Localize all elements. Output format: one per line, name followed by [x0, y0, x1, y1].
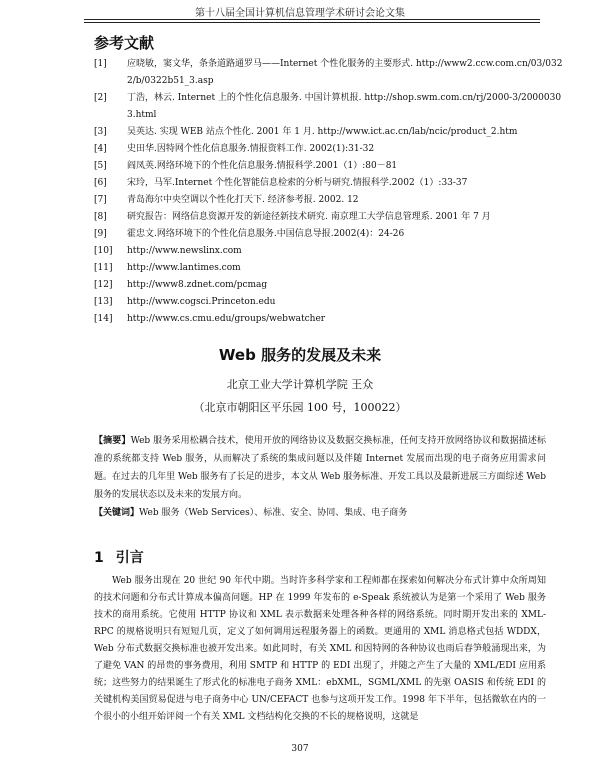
reference-text: 丁浩，林云. Internet 上的个性化信息服务. 中国计算机报. http://shop.swm.com.cn/rj/2000-3/20000303.html — [127, 93, 562, 120]
reference-text: 阎凤英.网络环境下的个性化信息服务.情报科学.2001（1）:80－81 — [127, 161, 398, 171]
abstract-text: Web 服务采用松耦合技术，使用开放的网络协议及数据交换标准，任何支持开放网络协议和数据描述标准的系统都支持 Web 服务，从而解决了系统的集成问题以及伴随 Internet 发展而出现的电子商务应用需求问题。在过去的几年里 Web 服务有了长足的进步，本文从 Web 服务标准、开发工具以及最新进展三方面综述 Web 服务的发展状态以及未来的发展方向。 — [94, 436, 546, 500]
reference-number: [6] — [94, 178, 107, 188]
reference-item — [94, 158, 564, 175]
author-affiliation: 北京工业大学计算机学院 王众 — [226, 378, 374, 391]
running-header: 第十八届全国计算机信息管理学术研讨会论文集 — [195, 8, 405, 19]
section-title: 引言 — [115, 550, 144, 566]
reference-text: 霍忠文.网络环境下的个性化信息服务.中国信息导报.2002(4)：24-26 — [127, 229, 405, 239]
reference-number: [9] — [94, 229, 107, 239]
reference-number: [3] — [94, 127, 107, 137]
reference-item — [94, 56, 564, 90]
reference-item — [94, 175, 564, 192]
reference-item — [94, 260, 564, 277]
reference-item — [94, 277, 564, 294]
reference-item — [94, 90, 564, 124]
reference-item — [94, 311, 564, 328]
header-rule — [84, 19, 540, 20]
keywords-paragraph — [94, 504, 546, 522]
reference-item — [94, 124, 564, 141]
abstract-label: 【摘要】 — [94, 436, 131, 446]
reference-text: http://www.newslinx.com — [127, 246, 242, 256]
reference-text: http://www.cogsci.Princeton.edu — [127, 297, 276, 307]
abstract-block — [94, 432, 546, 522]
section-heading — [94, 547, 144, 567]
reference-text: http://www8.zdnet.com/pcmag — [127, 280, 268, 290]
reference-number: [8] — [94, 212, 107, 222]
reference-text: 史田华.因特网个性化信息服务.情报资料工作. 2002(1):31-32 — [127, 144, 375, 154]
reference-number: [5] — [94, 161, 107, 171]
reference-item — [94, 243, 564, 260]
reference-list — [94, 56, 564, 328]
article-title: Web 服务的发展及未来 — [218, 346, 382, 364]
reference-number: [2] — [94, 93, 107, 103]
reference-number: [7] — [94, 195, 107, 205]
reference-text: 吴英达. 实现 WEB 站点个性化. 2001 年 1 月. http://www.ict.ac.cn/lab/ncic/product_2.htm — [127, 127, 518, 137]
reference-number: [4] — [94, 144, 107, 154]
reference-number: [13] — [94, 297, 113, 307]
reference-text: 研究报告：网络信息资源开发的新途径新技术研究. 南京理工大学信息管理系. 2001 年 7 月 — [127, 212, 491, 222]
reference-text: 应晓敏，窦文华，条条道路通罗马——Internet 个性化服务的主要形式. http://www2.ccw.com.cn/03/0322/b/0322b51_3.asp — [127, 59, 563, 86]
reference-item — [94, 294, 564, 311]
reference-item — [94, 226, 564, 243]
reference-item — [94, 192, 564, 209]
abstract-paragraph — [94, 432, 546, 504]
reference-text: http://www.lantimes.com — [127, 263, 241, 273]
header-rule — [84, 22, 540, 23]
reference-number: [10] — [94, 246, 113, 256]
keywords-text: Web 服务（Web Services）、标准、安全、协同、集成、电子商务 — [139, 508, 408, 518]
reference-number: [1] — [94, 59, 107, 69]
keywords-label: 【关键词】 — [94, 508, 140, 518]
reference-number: [14] — [94, 314, 113, 324]
body-paragraph: Web 服务出现在 20 世纪 90 年代中期。当时许多科学家和工程师都在探索如何解决分布式计算中众所周知的技术问题和分布式计算成本偏高问题。HP 在 1999 年发布的 e-Speak 系统被认为是第一个采用了 Web 服务技术的商用系统。它使用 HTTP 协议和 XML 表示数据来处理各种各样的网络系统。同时期开发出来的 XML-RPC 的规格说明只有短短几页，定义了如何调用远程服务器上的函数。更通用的 XML 消息格式包括 WDDX，Web 分布式数据交换标准也被开发出来。如此同时，有关 XML 和因特网的各种协议也雨后春笋般涌现出来，为了避免 VAN 的昂贵的事务费用，利用 SMTP 和 HTTP 的 EDI 出现了，并随之产生了大量的 XML/EDI 应用系统；这些努力的结果诞生了形式化的标准电子商务 XML：ebXML，SGML/XML 的先驱 OASIS 和传统 EDI 的关键机构美国贸易促进与电子商务中心 UN/CEFACT 也参与这项开发工作。1998 年下半年，包括微软在内的一个很小的小组开始评阅一个有关 XML 文档结构化交换的不长的规格说明，这就是 — [94, 576, 547, 722]
reference-item — [94, 209, 564, 226]
reference-text: 宋玲，马军.Internet 个性化智能信息检索的分析与研究.情报科学.2002（1）:33-37 — [127, 178, 468, 188]
reference-item — [94, 141, 564, 158]
author-address: （北京市朝阳区平乐园 100 号，100022） — [193, 401, 407, 414]
reference-text: http://www.cs.cmu.edu/groups/webwatcher — [127, 314, 326, 324]
reference-number: [11] — [94, 263, 113, 273]
reference-number: [12] — [94, 280, 113, 290]
reference-text: 青岛海尔中央空调以个性化打天下. 经济参考报. 2002. 12 — [127, 195, 359, 205]
section-number: 1 — [94, 550, 104, 566]
references-heading: 参考文献 — [94, 34, 155, 52]
page-number: 307 — [291, 744, 309, 754]
